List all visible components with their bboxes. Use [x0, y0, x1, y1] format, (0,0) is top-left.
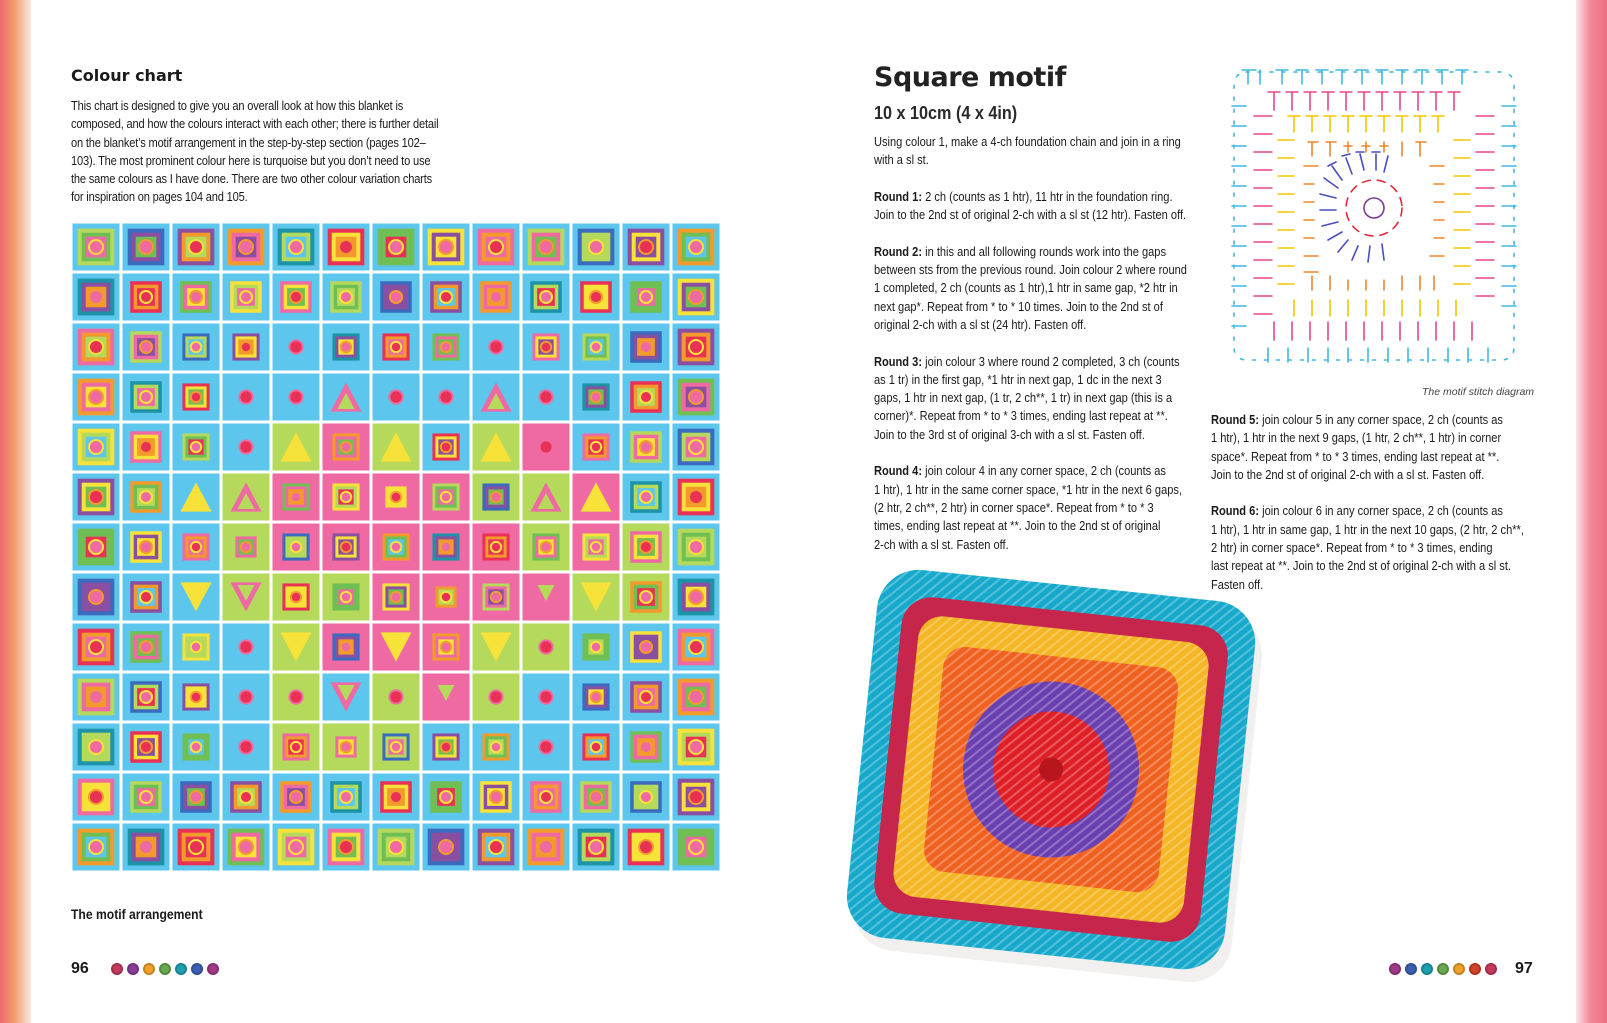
round-line: Join to the 3rd st of original 3-ch with a sl st. Fasten off. [874, 427, 1145, 442]
motif-stitch-diagram [1228, 66, 1520, 366]
square-centre [640, 691, 652, 703]
diagram-round-3 [1304, 142, 1444, 290]
colour-dot [127, 963, 139, 975]
square-centre [640, 741, 652, 753]
round-line: between sts from the previous round. Join colour 2 where round [874, 263, 1187, 278]
square-centre [689, 790, 703, 804]
intro-line: with a sl st. [874, 153, 929, 168]
page-dots-left [111, 963, 219, 975]
intro-line: Using colour 1, make a 4-ch foundation chain and join in a ring [874, 135, 1181, 149]
square-centre [591, 542, 601, 552]
square-centre [341, 442, 351, 452]
square-centre [191, 742, 201, 752]
round-1 [874, 188, 1200, 225]
square-centre [341, 642, 351, 652]
square-centre [491, 592, 501, 602]
round-line: join colour 5 in any corner space, 2 ch (counts as [1262, 413, 1503, 427]
round-line: Join to the 2nd st of original 2-ch with a sl st (12 htr). Fasten off. [874, 208, 1187, 223]
square-centre [191, 442, 201, 452]
square-centre [140, 391, 152, 403]
diagram-round-4 [1278, 116, 1470, 316]
round-label: Round 1: [874, 189, 923, 204]
round-line: join colour 4 in any corner space, 2 ch (counts as [925, 464, 1166, 479]
diagram-round-5 [1254, 92, 1494, 340]
square-centre [139, 840, 153, 854]
square-centre [689, 290, 703, 304]
square-centre [291, 492, 301, 502]
round-line: 2 ch (counts as 1 htr), 11 htr in the foundation ring. [925, 189, 1173, 204]
square-centre [490, 291, 502, 303]
square-centre [140, 341, 152, 353]
square-centre [140, 591, 152, 603]
round-line: 1 completed, 2 ch (counts as 1 htr),1 htr in same gap, *2 htr in [874, 281, 1178, 296]
square-centre [291, 742, 301, 752]
square-centre [491, 742, 501, 752]
square-centre [391, 342, 401, 352]
pattern-intro [874, 133, 1200, 170]
round-line: original 2-ch with a sl st (24 htr). Fasten off. [874, 317, 1087, 332]
square-centre [689, 740, 703, 754]
square-centre [391, 542, 401, 552]
page-edge-left [0, 0, 31, 1023]
square-centre [590, 291, 602, 303]
square-centre [590, 791, 602, 803]
square-centre [139, 240, 153, 254]
square-centre [591, 742, 601, 752]
square-centre [689, 390, 703, 404]
square-centre [389, 240, 403, 254]
dot-motif [239, 690, 252, 703]
round-line: 1 htr), 1 htr in the same corner space, *1 htr in the next 6 gaps, [874, 482, 1183, 497]
colour-dot [191, 963, 203, 975]
round-label: Round 2: [874, 244, 923, 259]
square-centre [491, 542, 501, 552]
square-centre [689, 490, 703, 504]
square-centre [341, 592, 351, 602]
square-centre [140, 291, 152, 303]
colour-chart-heading: Colour chart [71, 66, 183, 85]
round-3 [874, 353, 1200, 444]
square-centre [341, 492, 351, 502]
dot-motif [539, 690, 552, 703]
round-line: next gap*. Repeat from * to * 10 times. Join to the 2nd st of [874, 299, 1163, 314]
square-centre [241, 542, 251, 552]
square-centre [140, 791, 152, 803]
colour-dot [143, 963, 155, 975]
page-dots-right [1389, 963, 1497, 975]
intro-line: for inspiration on pages 104 and 105. [71, 190, 248, 205]
round-line: join colour 6 in any corner space, 2 ch (counts as [1262, 504, 1503, 519]
dot-motif [389, 390, 402, 403]
dot-motif [389, 690, 402, 703]
round-line: as 1 tr) in the first gap, *1 htr in next gap, 1 dc in the next 3 [874, 372, 1162, 387]
square-centre [689, 840, 703, 854]
square-centre [89, 540, 103, 554]
square-centre [89, 840, 103, 854]
square-centre [391, 492, 401, 502]
square-centre [239, 840, 253, 854]
square-centre [289, 240, 303, 254]
square-centre [140, 691, 152, 703]
square-centre [189, 240, 203, 254]
square-centre [689, 340, 703, 354]
square-centre [289, 840, 303, 854]
diagram-caption: The motif stitch diagram [1422, 386, 1535, 398]
square-centre [441, 592, 451, 602]
square-centre [341, 342, 351, 352]
square-centre [441, 342, 451, 352]
square-centre [589, 840, 603, 854]
square-centre [391, 742, 401, 752]
square-centre [689, 640, 703, 654]
square-centre [89, 690, 103, 704]
square-centre [439, 840, 453, 854]
dot-motif [239, 640, 252, 653]
dot-motif [539, 640, 552, 653]
square-centre [640, 641, 652, 653]
page-number-left: 96 [71, 960, 89, 977]
square-centre [190, 791, 202, 803]
pattern-column-1 [874, 133, 1200, 572]
page-edge-right [1576, 0, 1607, 1023]
dot-motif [489, 340, 502, 353]
square-centre [191, 642, 201, 652]
round-line: space*. Repeat from * to * 3 times, ending last repeat at **. [1211, 449, 1500, 464]
colour-dot [111, 963, 123, 975]
round-label: Round 5: [1211, 413, 1260, 427]
intro-line: on the blanket’s motif arrangement in the step-by-step section (pages 102– [71, 135, 426, 150]
square-centre [89, 290, 103, 304]
colour-dot [207, 963, 219, 975]
square-centre [439, 240, 453, 254]
square-centre [189, 840, 203, 854]
square-centre [341, 742, 351, 752]
square-motif-heading: Square motif [874, 62, 1066, 93]
square-centre [240, 791, 252, 803]
motif-size: 10 x 10cm (4 x 4in) [874, 103, 1018, 123]
intro-line: composed, and how the colours interact with each other; there is further detail [71, 117, 439, 132]
dot-motif [539, 740, 552, 753]
round-line: 1 htr), 1 htr in the next 9 gaps, (1 htr, 2 ch**, 1 htr) in corner [1211, 431, 1502, 446]
chart-caption: The motif arrangement [71, 907, 203, 922]
square-centre [441, 492, 451, 502]
square-centre [140, 491, 152, 503]
round-label: Round 3: [874, 354, 923, 369]
colour-dot [1437, 963, 1449, 975]
square-centre [140, 741, 152, 753]
square-centre [591, 392, 601, 402]
dot-motif [539, 390, 552, 403]
square-centre [89, 790, 103, 804]
round-line: times, ending last repeat at **. Join to the 2nd st of original [874, 519, 1161, 534]
square-centre [440, 791, 452, 803]
colour-dot [1421, 963, 1433, 975]
square-centre [290, 791, 302, 803]
square-centre [340, 291, 352, 303]
square-centre [540, 791, 552, 803]
diagram-round-2 [1320, 152, 1388, 262]
square-centre [640, 291, 652, 303]
dot-motif [239, 390, 252, 403]
round-line: Join to the 2nd st of original 2-ch with a sl st. Fasten off. [1211, 467, 1485, 482]
square-centre [89, 590, 103, 604]
square-centre [441, 642, 451, 652]
intro-line: This chart is designed to give you an overall look at how this blanket is [71, 99, 404, 113]
dot-motif [239, 740, 252, 753]
square-centre [541, 542, 551, 552]
square-centre [89, 240, 103, 254]
square-centre [640, 491, 652, 503]
square-centre [390, 291, 402, 303]
colour-dot [1469, 963, 1481, 975]
square-centre [541, 342, 551, 352]
square-centre [339, 840, 353, 854]
square-centre [389, 840, 403, 854]
dot-motif [539, 440, 552, 453]
round-5 [1211, 411, 1537, 484]
square-centre [89, 390, 103, 404]
square-centre [89, 640, 103, 654]
square-centre [290, 291, 302, 303]
square-centre [441, 742, 451, 752]
square-centre [291, 592, 301, 602]
dot-motif [439, 390, 452, 403]
square-centre [291, 542, 301, 552]
square-centre [591, 692, 601, 702]
colour-dot [175, 963, 187, 975]
square-centre [140, 641, 152, 653]
square-centre [190, 291, 202, 303]
square-centre [640, 441, 652, 453]
square-centre [191, 342, 201, 352]
round-line: 2-ch with a sl st. Fasten off. [874, 537, 1009, 552]
round-line: 1 htr), 1 htr in same gap, 1 htr in the next 10 gaps, (2 htr, 2 ch**, [1211, 522, 1524, 537]
square-centre [440, 291, 452, 303]
dot-motif [289, 340, 302, 353]
round-label: Round 4: [874, 464, 923, 479]
square-centre [640, 391, 652, 403]
round-line: join colour 3 where round 2 completed, 3 ch (counts [925, 354, 1180, 369]
colour-dot [1405, 963, 1417, 975]
square-centre [490, 791, 502, 803]
square-centre [441, 542, 451, 552]
square-centre [689, 240, 703, 254]
colour-chart-intro [71, 97, 471, 207]
colour-dot [159, 963, 171, 975]
dot-motif [289, 390, 302, 403]
square-centre [689, 540, 703, 554]
intro-line: the same colours as I have done. There are two other colour variation charts [71, 172, 432, 187]
square-centre [89, 490, 103, 504]
square-centre [640, 341, 652, 353]
square-centre [591, 342, 601, 352]
square-centre [341, 542, 351, 552]
intro-line: 103). The most prominent colour here is turquoise but you don’t need to use [71, 153, 431, 168]
square-centre [639, 240, 653, 254]
square-centre [391, 592, 401, 602]
square-centre [591, 642, 601, 652]
square-centre [689, 690, 703, 704]
square-centre [689, 440, 703, 454]
motif-arrangement-chart [71, 222, 721, 872]
round-line: 2 htr) in corner space*. Repeat from * to * 3 times, ending [1211, 541, 1493, 556]
square-centre [239, 240, 253, 254]
square-centre [89, 440, 103, 454]
dot-motif [289, 690, 302, 703]
square-centre [191, 692, 201, 702]
square-centre [539, 840, 553, 854]
square-centre [89, 740, 103, 754]
square-centre [591, 442, 601, 452]
round-line: gaps, 1 htr in next gap, (1 tr, 2 ch**, 1 tr) in next gap (this is a [874, 391, 1173, 406]
round-4 [874, 462, 1200, 553]
square-centre [689, 590, 703, 604]
round-line: Fasten off. [1211, 577, 1264, 592]
colour-dot [1453, 963, 1465, 975]
dot-motif [239, 440, 252, 453]
colour-dot [1485, 963, 1497, 975]
square-centre [191, 392, 201, 402]
round-line: in this and all following rounds work into the gaps [925, 244, 1166, 259]
square-centre [489, 240, 503, 254]
square-centre [640, 541, 652, 553]
diagram-round-6 [1232, 70, 1516, 362]
square-centre [639, 840, 653, 854]
square-centre [339, 240, 353, 254]
round-line: corner)*. Repeat from * to * 3 times, ending last repeat at **. [874, 409, 1168, 424]
page-number-right: 97 [1515, 960, 1533, 977]
round-label: Round 6: [1211, 504, 1260, 519]
round-2 [874, 243, 1200, 334]
round-line: last repeat at **. Join to the 2nd st of original 2-ch with a sl st. [1211, 559, 1512, 574]
square-centre [140, 541, 152, 553]
square-centre [640, 591, 652, 603]
square-centre [191, 542, 201, 552]
square-centre [491, 492, 501, 502]
square-centre [640, 791, 652, 803]
square-centre [241, 342, 251, 352]
square-centre [89, 340, 103, 354]
square-centre [390, 791, 402, 803]
square-centre [540, 291, 552, 303]
square-centre [539, 240, 553, 254]
colour-dot [1389, 963, 1401, 975]
square-centre [489, 840, 503, 854]
square-centre [240, 291, 252, 303]
crochet-square-motif-photo [840, 565, 1270, 995]
square-centre [441, 442, 451, 452]
round-line: (2 htr, 2 ch**, 2 htr) in corner space*. Repeat from * to * 3 [874, 500, 1154, 515]
square-centre [589, 240, 603, 254]
dot-motif [489, 690, 502, 703]
square-centre [140, 441, 152, 453]
square-centre [340, 791, 352, 803]
diagram-round-1 [1346, 180, 1402, 236]
